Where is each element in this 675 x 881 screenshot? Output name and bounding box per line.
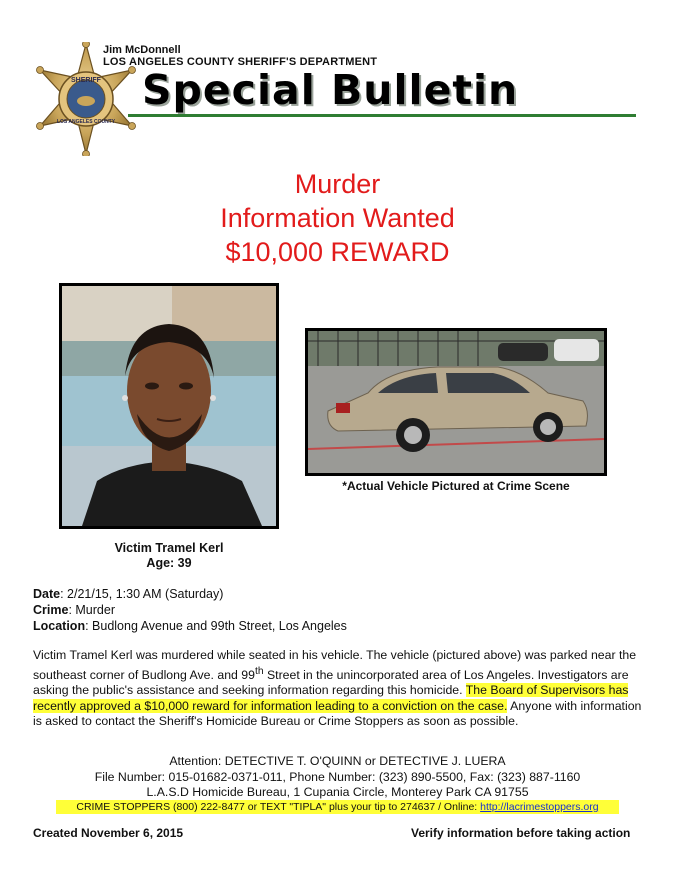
sheriff-name: Jim McDonnell: [103, 44, 181, 56]
headline-reward: $10,000 REWARD: [225, 237, 450, 267]
description-part3: Anyone with information is asked to contact the Sheriff's Homicide Bureau or Crime Stoppers as soon as possible.: [33, 698, 642, 729]
footer-verify-note: Verify information before taking action: [411, 826, 631, 840]
department-name: LOS ANGELES COUNTY SHERIFF'S DEPARTMENT: [103, 56, 378, 68]
contact-address: L.A.S.D Homicide Bureau, 1 Cupania Circle, Monterey Park CA 91755: [146, 785, 529, 799]
crime-label: Crime: [33, 603, 69, 617]
svg-text:LOS ANGELES COUNTY: LOS ANGELES COUNTY: [56, 119, 116, 125]
description-sup: th: [254, 665, 264, 677]
headline-crime: Murder: [294, 169, 381, 199]
detail-crime: [33, 602, 115, 618]
crime-stoppers-text: CRIME STOPPERS (800) 222-8477 or TEXT "TIPLA" plus your tip to 274637 / Online:: [76, 801, 481, 813]
crime-stoppers-line: [56, 800, 619, 814]
header-divider: [128, 114, 636, 117]
contact-file-number: File Number: 015-01682-0371-011, Phone Number: (323) 890-5500, Fax: (323) 887-1160: [94, 769, 581, 784]
headline-info-wanted: Information Wanted: [220, 203, 455, 233]
date-label: Date: [33, 587, 61, 601]
description-part2: Street in the unincorporated area of Los Angeles. Investigators are asking the public's assistance and seeking information regarding this homicide.: [33, 667, 629, 698]
detail-date: [33, 586, 223, 602]
victim-age: Age: 39: [146, 556, 192, 570]
location-value: : Budlong Avenue and 99th Street, Los Angeles: [85, 619, 347, 633]
contact-attention: Attention: DETECTIVE T. O'QUINN or DETECTIVE J. LUERA: [169, 754, 506, 768]
location-label: Location: [33, 619, 86, 633]
svg-text:SHERIFF: SHERIFF: [71, 77, 101, 84]
vehicle-caption: *Actual Vehicle Pictured at Crime Scene: [342, 479, 570, 493]
footer-created-date: Created November 6, 2015: [33, 826, 184, 840]
date-value: : 2/21/15, 1:30 AM (Saturday): [60, 587, 224, 601]
crime-stoppers-link[interactable]: http://lacrimestoppers.org: [480, 801, 599, 813]
description-part1: Victim Tramel Kerl was murdered while seated in his vehicle. The vehicle (pictured above) was parked near the southeast corner of Budlong Ave. and 99: [33, 648, 637, 682]
crime-value: : Murder: [68, 603, 115, 617]
bulletin-title: Special Bulletin: [142, 66, 519, 114]
vehicle-photo: [305, 328, 607, 476]
victim-name: Victim Tramel Kerl: [114, 541, 224, 555]
reward-highlight: The Board of Supervisors has recently approved a $10,000 reward for information leading to a conviction on the case.: [33, 683, 629, 713]
detail-location: [33, 618, 347, 634]
victim-photo: [59, 283, 279, 529]
case-description: [33, 648, 643, 730]
